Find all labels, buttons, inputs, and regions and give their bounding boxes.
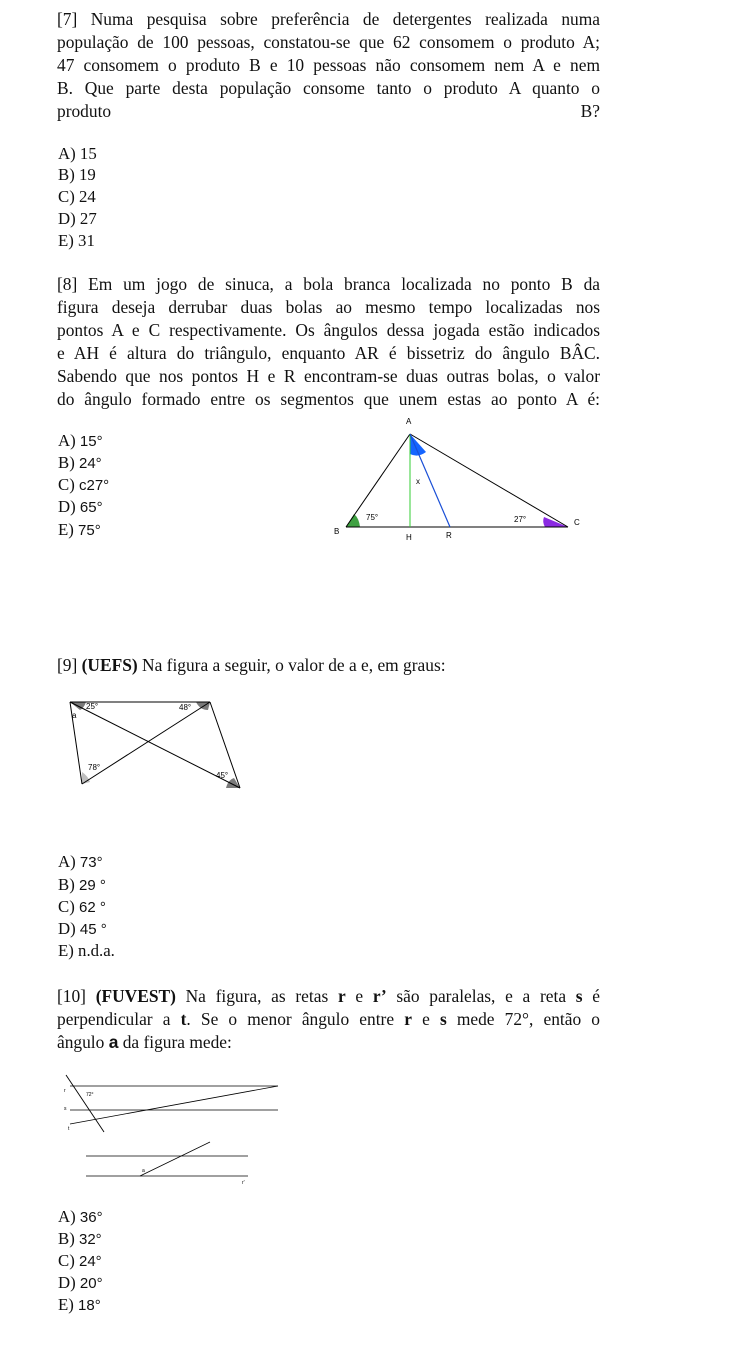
q10-option-c[interactable]: C) 24° [58, 1251, 102, 1270]
label-48: 48° [179, 703, 192, 712]
side-ac [410, 434, 568, 527]
label-78: 78° [88, 763, 101, 772]
label-45: 45° [216, 771, 229, 780]
q10-option-d[interactable]: D) 20° [58, 1273, 103, 1292]
q9-option-c[interactable]: C) 62 ° [58, 897, 106, 916]
label-72: 72° [86, 1092, 94, 1098]
q8-line: Sabendo que nos pontos H e R encontram-se duas outras bolas, o valor [57, 366, 600, 386]
q7-option-d[interactable]: D) 27 [58, 209, 97, 228]
q10-parallel-lines-figure [62, 1072, 284, 1187]
q7-line: produto B? [57, 101, 600, 121]
q9-option-e[interactable]: E) n.d.a. [58, 941, 115, 960]
label-angle-c: 27° [514, 515, 527, 524]
label-x: x [416, 477, 420, 486]
label-t: t [68, 1126, 70, 1132]
diagonal-2 [82, 702, 210, 784]
q10-line-3: ângulo a da figura mede: [57, 1032, 232, 1052]
q8-line: e AH é altura do triângulo, enquanto AR é bissetriz do ângulo BÂC. [57, 343, 600, 363]
q7-line: [7] Numa pesquisa sobre preferência de detergentes realizada numa [57, 9, 600, 29]
question-7-text [57, 8, 600, 123]
q9-option-d[interactable]: D) 45 ° [58, 919, 107, 938]
question-8-text [57, 273, 600, 411]
line-t [70, 1086, 278, 1124]
q7-option-b[interactable]: B) 19 [58, 165, 96, 184]
q8-line: do ângulo formado entre os segmentos que unem estas ao ponto A é: [57, 389, 600, 409]
label-r: r [64, 1088, 66, 1094]
angle-78-marker [82, 772, 90, 784]
q7-option-a[interactable]: A) 15 [58, 144, 97, 163]
q8-option-e[interactable]: E) 75° [58, 520, 101, 539]
label-a: A [406, 417, 412, 426]
label-h: H [406, 533, 412, 542]
q9-option-b[interactable]: B) 29 ° [58, 875, 106, 894]
q10-option-e[interactable]: E) 18° [58, 1295, 101, 1314]
label-alpha: a [142, 1168, 145, 1174]
angle-c-marker [543, 517, 568, 527]
q8-option-c[interactable]: C) c27° [58, 475, 110, 494]
q9-source: (UEFS) [81, 655, 138, 675]
q7-option-c[interactable]: C) 24 [58, 187, 96, 206]
q7-option-e[interactable]: E) 31 [58, 231, 95, 250]
q10-option-b[interactable]: B) 32° [58, 1229, 102, 1248]
line-transversal [140, 1142, 210, 1176]
q7-line: 47 consomem o produto B e 10 pessoas não consomem nem A e nem [57, 55, 600, 75]
q10-line-1: [10] (FUVEST) Na figura, as retas r e r’ são paralelas, e a reta s é [57, 986, 600, 1006]
q8-line: figura deseja derrubar duas bolas ao mesmo tempo localizadas nos [57, 297, 600, 317]
label-r-prime: r' [242, 1180, 245, 1186]
question-9-text: [9] (UEFS) Na figura a seguir, o valor de a e, em graus: [57, 655, 446, 675]
q8-option-a[interactable]: A) 15° [58, 431, 103, 450]
q7-line: B. Que parte desta população consome tanto o produto A quanto o [57, 78, 600, 98]
label-angle-b: 75° [366, 513, 379, 522]
q10-line-2: perpendicular a t. Se o menor ângulo entre r e s mede 72°, então o [57, 1009, 600, 1029]
label-r: R [446, 531, 452, 540]
label-b: B [334, 527, 340, 536]
q8-line: [8] Em um jogo de sinuca, a bola branca localizada no ponto B da [57, 274, 600, 294]
q10-option-a[interactable]: A) 36° [58, 1207, 103, 1226]
label-a: a [72, 711, 77, 720]
q7-line: população de 100 pessoas, constatou-se que 62 consomem o produto A; [57, 32, 600, 52]
q8-triangle-figure [330, 412, 590, 552]
q8-option-d[interactable]: D) 65° [58, 497, 103, 516]
question-10-text [57, 985, 600, 1054]
label-s: s [64, 1106, 67, 1112]
q9-option-a[interactable]: A) 73° [58, 852, 103, 871]
label-c: C [574, 518, 580, 527]
q9-crossed-lines-figure [68, 696, 248, 796]
label-25: 25° [86, 702, 99, 711]
q8-option-b[interactable]: B) 24° [58, 453, 102, 472]
q8-line: pontos A e C respectivamente. Os ângulos dessa jogada estão indicados [57, 320, 600, 340]
